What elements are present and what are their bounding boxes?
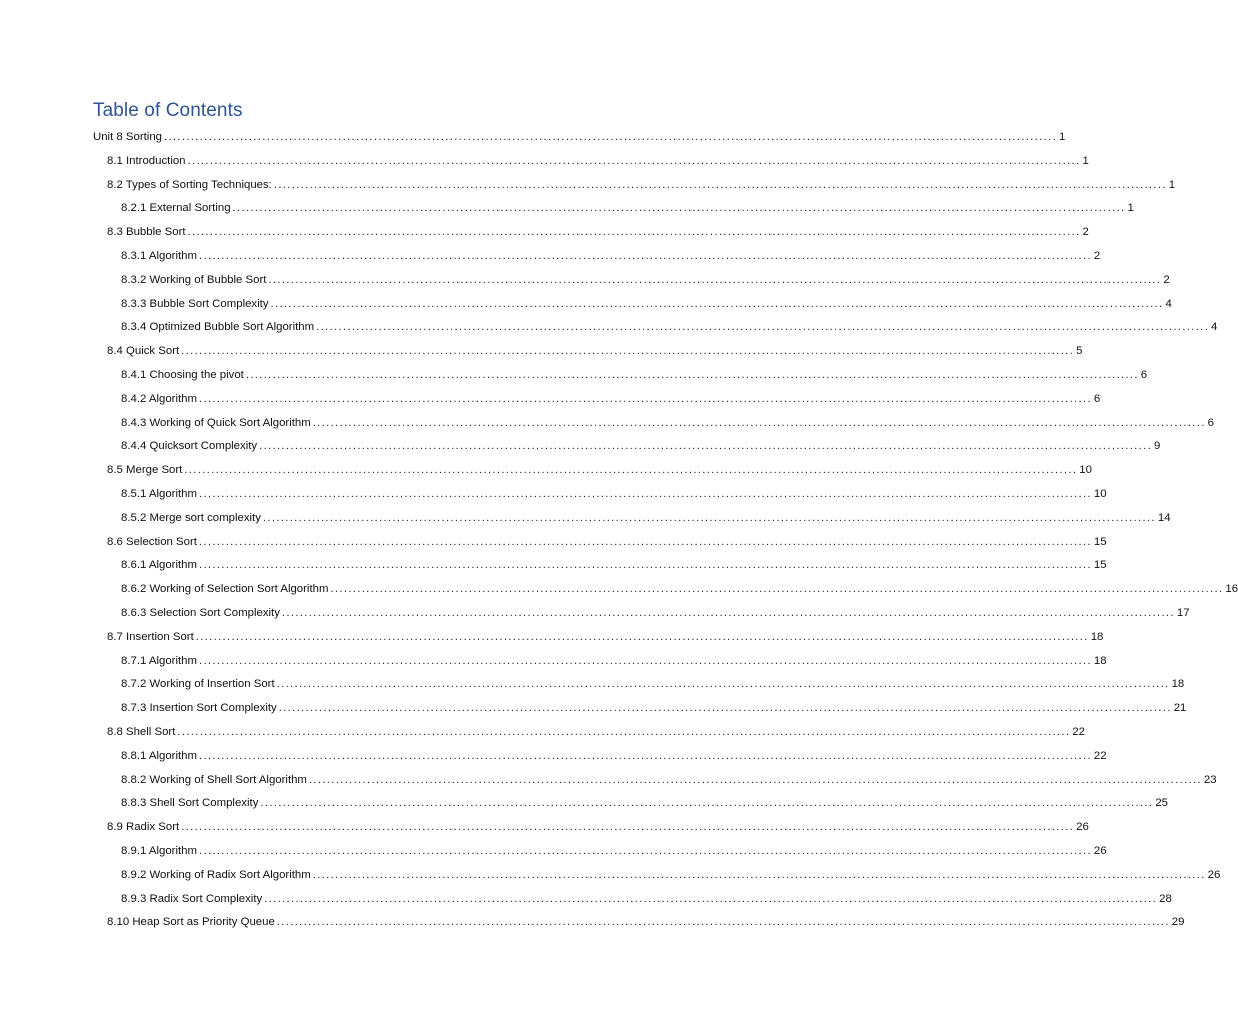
toc-entry-label: 8.9.2 Working of Radix Sort Algorithm bbox=[121, 868, 311, 881]
toc-entry-label: 8.6.2 Working of Selection Sort Algorithm bbox=[121, 583, 329, 596]
toc-entry[interactable] bbox=[107, 338, 1083, 358]
toc-entry-label: 8.7.2 Working of Insertion Sort bbox=[121, 678, 275, 691]
toc-dot-leader: ........................................................................................................................................................................................................ bbox=[198, 749, 1092, 762]
toc-entry-page-number: 10 bbox=[1093, 488, 1107, 500]
toc-entry-page-number: 6 bbox=[1093, 392, 1101, 405]
toc-entry-page-number: 22 bbox=[1093, 749, 1107, 762]
toc-entry-label: 8.4 Quick Sort bbox=[107, 345, 180, 358]
toc-entry[interactable] bbox=[121, 767, 1217, 787]
toc-entry[interactable] bbox=[121, 481, 1107, 501]
toc-entry[interactable] bbox=[107, 814, 1089, 834]
toc-entry-page-number: 1 bbox=[1168, 178, 1176, 191]
toc-dot-leader: ........................................................................................................................................................................................................ bbox=[281, 607, 1175, 619]
toc-dot-leader: ........................................................................................................................................................................................................ bbox=[262, 511, 1156, 524]
toc-entry-page-number: 14 bbox=[1157, 511, 1171, 524]
toc-dot-leader: ........................................................................................................................................................................................................ bbox=[232, 202, 1126, 215]
toc-dot-leader: ........................................................................................................................................................................................................ bbox=[312, 416, 1206, 429]
toc-dot-leader: ........................................................................................................................................................................................................ bbox=[245, 369, 1139, 381]
toc-entry-label: 8.2 Types of Sorting Techniques: bbox=[107, 178, 272, 191]
toc-dot-leader: ........................................................................................................................................................................................................ bbox=[187, 226, 1081, 239]
toc-entry-label: 8.8.2 Working of Shell Sort Algorithm bbox=[121, 773, 307, 786]
toc-entry[interactable] bbox=[121, 267, 1170, 287]
toc-dot-leader: ........................................................................................................................................................................................................ bbox=[198, 654, 1092, 667]
toc-entry[interactable] bbox=[121, 838, 1107, 858]
toc-dot-leader: ........................................................................................................................................................................................................ bbox=[181, 821, 1075, 834]
toc-entry-label: 8.6 Selection Sort bbox=[107, 535, 197, 548]
toc-dot-leader: ........................................................................................................................................................................................................ bbox=[198, 535, 1092, 548]
toc-entry[interactable] bbox=[107, 624, 1104, 644]
toc-dot-leader: ........................................................................................................................................................................................................ bbox=[184, 464, 1078, 477]
toc-entry-page-number: 2 bbox=[1163, 273, 1170, 286]
toc-dot-leader: ........................................................................................................................................................................................................ bbox=[276, 916, 1170, 929]
toc-entry-page-number: 4 bbox=[1165, 297, 1172, 310]
toc-entry-page-number: 15 bbox=[1093, 559, 1107, 572]
toc-entry[interactable] bbox=[121, 410, 1214, 430]
toc-entry-label: 8.3 Bubble Sort bbox=[107, 226, 186, 239]
toc-dot-leader: ........................................................................................................................................................................................................ bbox=[312, 868, 1206, 881]
toc-dot-leader: ........................................................................................................................................................................................................ bbox=[268, 273, 1162, 286]
toc-entry-page-number: 26 bbox=[1207, 868, 1221, 881]
toc-entry[interactable] bbox=[121, 362, 1148, 382]
toc-entry-page-number: 22 bbox=[1072, 726, 1085, 738]
toc-entry[interactable] bbox=[121, 790, 1168, 810]
toc-entry-page-number: 4 bbox=[1211, 321, 1218, 334]
toc-entry[interactable] bbox=[107, 219, 1089, 239]
toc-entry-page-number: 21 bbox=[1173, 702, 1187, 715]
toc-entry-page-number: 10 bbox=[1079, 464, 1092, 477]
toc-dot-leader: ........................................................................................................................................................................................................ bbox=[198, 392, 1092, 405]
toc-entry-label: 8.9 Radix Sort bbox=[107, 821, 180, 834]
toc-entry-label: 8.1 Introduction bbox=[107, 154, 186, 167]
toc-entry-label: 8.4.3 Working of Quick Sort Algorithm bbox=[121, 416, 311, 429]
toc-dot-leader: ........................................................................................................................................................................................................ bbox=[330, 583, 1224, 596]
toc-entry[interactable] bbox=[121, 743, 1107, 763]
toc-entry-page-number: 17 bbox=[1176, 607, 1190, 619]
toc-entry[interactable] bbox=[121, 552, 1107, 572]
toc-dot-leader: ........................................................................................................................................................................................................ bbox=[198, 845, 1092, 857]
toc-dot-leader: ........................................................................................................................................................................................................ bbox=[187, 154, 1081, 167]
toc-entry-page-number: 16 bbox=[1225, 583, 1238, 596]
toc-entry-label: 8.9.3 Radix Sort Complexity bbox=[121, 892, 263, 905]
toc-entry-label: 8.3.4 Optimized Bubble Sort Algorithm bbox=[121, 321, 315, 334]
toc-entry[interactable] bbox=[121, 433, 1161, 453]
toc-entry-label: 8.7.3 Insertion Sort Complexity bbox=[121, 702, 277, 715]
toc-entry-page-number: 25 bbox=[1155, 797, 1168, 810]
toc-entry-label: Unit 8 Sorting bbox=[93, 131, 163, 143]
toc-entry[interactable] bbox=[121, 505, 1171, 525]
toc-entry[interactable] bbox=[107, 148, 1089, 168]
toc-entry[interactable] bbox=[121, 576, 1238, 596]
toc-entry-page-number: 15 bbox=[1093, 535, 1107, 548]
toc-dot-leader: ........................................................................................................................................................................................................ bbox=[276, 678, 1170, 691]
toc-entry-label: 8.8 Shell Sort bbox=[107, 726, 176, 738]
toc-entry-page-number: 28 bbox=[1159, 892, 1172, 905]
toc-entry-label: 8.2.1 External Sorting bbox=[121, 202, 231, 215]
toc-dot-leader: ........................................................................................................................................................................................................ bbox=[198, 488, 1092, 500]
toc-entry-label: 8.4.1 Choosing the pivot bbox=[121, 369, 244, 381]
toc-entry-page-number: 26 bbox=[1076, 821, 1089, 834]
toc-entry-label: 8.3.1 Algorithm bbox=[121, 250, 197, 262]
toc-entry-label: 8.8.1 Algorithm bbox=[121, 749, 197, 762]
toc-entry-label: 8.6.3 Selection Sort Complexity bbox=[121, 607, 280, 619]
toc-dot-leader: ........................................................................................................................................................................................................ bbox=[278, 702, 1172, 715]
toc-entry-label: 8.6.1 Algorithm bbox=[121, 559, 197, 572]
toc-dot-leader: ........................................................................................................................................................................................................ bbox=[259, 440, 1153, 453]
toc-entry-page-number: 2 bbox=[1093, 250, 1101, 262]
toc-entry-page-number: 9 bbox=[1154, 440, 1161, 453]
toc-entry-label: 8.7 Insertion Sort bbox=[107, 630, 194, 643]
toc-entry[interactable] bbox=[121, 671, 1185, 691]
toc-entry[interactable] bbox=[121, 862, 1221, 882]
toc-dot-leader: ........................................................................................................................................................................................................ bbox=[181, 345, 1075, 358]
toc-entry[interactable] bbox=[107, 719, 1085, 739]
toc-entry-page-number: 18 bbox=[1093, 654, 1107, 667]
toc-entry-page-number: 6 bbox=[1140, 369, 1148, 381]
toc-entry[interactable] bbox=[121, 886, 1172, 906]
toc-entry-label: 8.4.2 Algorithm bbox=[121, 392, 197, 405]
toc-dot-leader: ........................................................................................................................................................................................................ bbox=[164, 131, 1057, 143]
toc-entry[interactable] bbox=[121, 386, 1101, 406]
toc-entry-page-number: 1 bbox=[1058, 131, 1066, 143]
toc-entry-page-number: 2 bbox=[1082, 226, 1089, 239]
toc-entry[interactable] bbox=[107, 457, 1092, 477]
toc-dot-leader: ........................................................................................................................................................................................................ bbox=[264, 892, 1158, 905]
toc-entry[interactable] bbox=[121, 291, 1172, 311]
toc-entry[interactable] bbox=[121, 195, 1134, 215]
toc-entry-label: 8.4.4 Quicksort Complexity bbox=[121, 440, 258, 453]
toc-entry[interactable] bbox=[121, 695, 1187, 715]
toc-entry-page-number: 1 bbox=[1082, 154, 1089, 167]
toc-entry[interactable] bbox=[121, 243, 1101, 263]
toc-dot-leader: ........................................................................................................................................................................................................ bbox=[270, 297, 1164, 310]
toc-dot-leader: ........................................................................................................................................................................................................ bbox=[198, 250, 1092, 262]
toc-title: Table of Contents bbox=[93, 100, 243, 121]
toc-entry-label: 8.7.1 Algorithm bbox=[121, 654, 197, 667]
toc-entry-label: 8.3.2 Working of Bubble Sort bbox=[121, 273, 267, 286]
toc-entry-page-number: 5 bbox=[1076, 345, 1083, 358]
toc-entry-label: 8.8.3 Shell Sort Complexity bbox=[121, 797, 259, 810]
toc-dot-leader: ........................................................................................................................................................................................................ bbox=[308, 773, 1202, 786]
toc-entry[interactable] bbox=[107, 172, 1176, 192]
toc-dot-leader: ........................................................................................................................................................................................................ bbox=[273, 178, 1167, 191]
toc-entry[interactable] bbox=[93, 124, 1066, 144]
toc-entry[interactable] bbox=[121, 648, 1107, 668]
toc-dot-leader: ........................................................................................................................................................................................................ bbox=[316, 321, 1210, 334]
toc-entry-label: 8.3.3 Bubble Sort Complexity bbox=[121, 297, 269, 310]
toc-dot-leader: ........................................................................................................................................................................................................ bbox=[260, 797, 1154, 810]
toc-entry-label: 8.5.2 Merge sort complexity bbox=[121, 511, 261, 524]
toc-entry-page-number: 6 bbox=[1207, 416, 1214, 429]
toc-entry[interactable] bbox=[107, 529, 1107, 549]
toc-entry-page-number: 18 bbox=[1090, 630, 1104, 643]
toc-entry[interactable] bbox=[121, 314, 1218, 334]
toc-entry-page-number: 18 bbox=[1171, 678, 1185, 691]
toc-entry[interactable] bbox=[121, 600, 1190, 620]
toc-entry-label: 8.10 Heap Sort as Priority Queue bbox=[107, 916, 275, 929]
toc-entry-label: 8.5 Merge Sort bbox=[107, 464, 183, 477]
toc-dot-leader: ........................................................................................................................................................................................................ bbox=[198, 559, 1092, 572]
toc-dot-leader: ........................................................................................................................................................................................................ bbox=[195, 630, 1089, 643]
toc-entry-page-number: 26 bbox=[1093, 845, 1107, 857]
toc-entry-page-number: 1 bbox=[1127, 202, 1134, 215]
toc-entry[interactable] bbox=[107, 909, 1185, 929]
toc-entry-label: 8.9.1 Algorithm bbox=[121, 845, 197, 857]
toc-entry-page-number: 23 bbox=[1203, 773, 1217, 786]
toc-entry-page-number: 29 bbox=[1171, 916, 1185, 929]
toc-dot-leader: ........................................................................................................................................................................................................ bbox=[177, 726, 1071, 738]
toc-entry-label: 8.5.1 Algorithm bbox=[121, 488, 197, 500]
